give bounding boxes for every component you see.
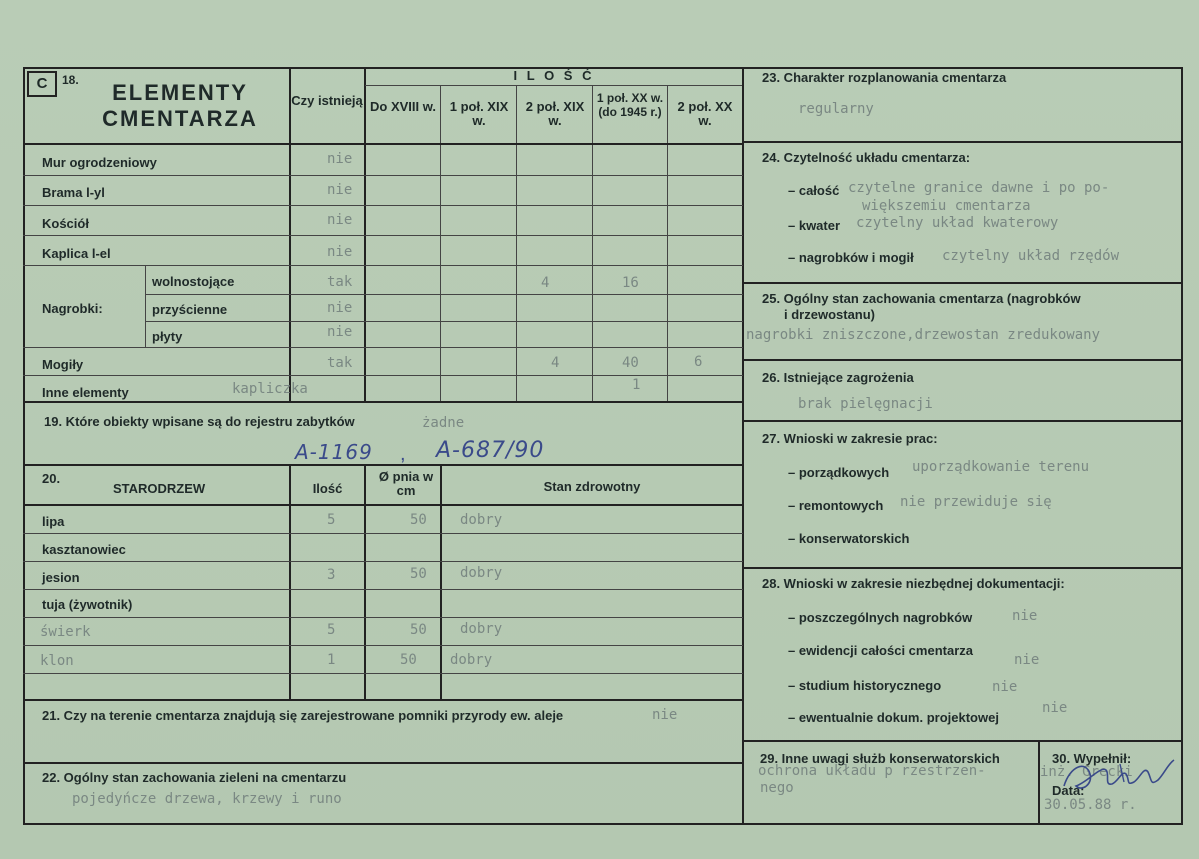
row-graves-c3: 4 [551, 355, 560, 371]
tree-row-count: 5 [327, 622, 336, 638]
q27-cleanup-answer: uporządkowanie terenu [912, 459, 1090, 475]
row-label-chapel: Kaplica l-el [42, 246, 111, 261]
row-exists-freestanding: tak [327, 274, 353, 290]
section-number: 18. [62, 73, 79, 87]
q28-item-label: – ewidencji całości cmentarza [788, 643, 973, 658]
q28-item-label: – studium historycznego [788, 678, 942, 693]
tree-row-state: dobry [460, 621, 503, 637]
row-exists-graves: tak [327, 355, 353, 371]
q24-quarters-answer: czytelny układ kwaterowy [856, 215, 1059, 231]
q27-cleanup-label: – porządkowych [788, 465, 890, 480]
row-label-church: Kościół [42, 216, 89, 231]
row-exists-slabs: nie [327, 324, 353, 340]
header-period-3: 2 poł. XIX w. [525, 99, 585, 128]
section-title: ELEMENTY CMENTARZA [102, 80, 258, 131]
q22-answer: pojedyńcze drzewa, krzewy i runo [72, 791, 342, 807]
tree-row-name: klon [40, 653, 74, 669]
q26-label: 26. Istniejące zagrożenia [762, 370, 914, 385]
q23-label: 23. Charakter rozplanowania cmentarza [762, 70, 1007, 85]
q24-whole-answer-2: większemiu cmentarza [862, 198, 1031, 214]
tree-row-name: kasztanowiec [42, 542, 126, 557]
row-other-note: kapliczka [232, 381, 308, 397]
section-letter-box: C [27, 71, 57, 97]
row-exists-gate: nie [327, 182, 353, 198]
row-other-c4: 1 [632, 377, 641, 393]
row-label-wallmounted: przyścienne [152, 302, 228, 317]
row-exists-wall: nie [327, 151, 353, 167]
q25-label-1: 25. Ogólny stan zachowania cmentarza (nagrobków [762, 291, 1081, 306]
q23-answer: regularny [798, 101, 874, 117]
q28-label: 28. Wnioski w zakresie niezbędnej dokumentacji: [762, 576, 1065, 591]
tree-row-diameter: 50 [410, 512, 427, 528]
q28-item-label: – poszczególnych nagrobków [788, 610, 973, 625]
trees-header-diameter: Ø pnia w cm [378, 469, 434, 498]
q27-label: 27. Wnioski w zakresie prac: [762, 431, 938, 446]
q24-quarters-label: – kwater [788, 218, 841, 233]
tree-row-name: świerk [40, 624, 91, 640]
header-period-5: 2 poł. XX w. [677, 99, 733, 128]
tree-row-state: dobry [460, 512, 503, 528]
q26-answer: brak pielęgnacji [798, 396, 933, 412]
separator-comma: , [400, 443, 406, 465]
q30-date-label: Data: [1052, 783, 1085, 798]
q27-repair-label: – remontowych [788, 498, 884, 513]
q19-label: 19. Które obiekty wpisane są do rejestru zabytków [44, 414, 355, 429]
q29-label: 29. Inne uwagi służb konserwatorskich [760, 751, 1000, 766]
header-period-1: Do XVIII w. [370, 99, 436, 114]
row-graves-c4: 40 [622, 355, 639, 371]
tree-row-diameter: 50 [410, 566, 427, 582]
tree-row-count: 1 [327, 652, 336, 668]
row-exists-church: nie [327, 212, 353, 228]
q30-name: inż. Grecki [1040, 764, 1133, 780]
tree-row-diameter: 50 [400, 652, 417, 668]
q19-typed-answer: żadne [422, 415, 465, 431]
q28-item-answer: nie [992, 679, 1018, 695]
row-freestanding-c4: 16 [622, 275, 639, 291]
q28-item-answer: nie [1014, 652, 1040, 668]
row-exists-chapel: nie [327, 244, 353, 260]
q30-date: 30.05.88 r. [1044, 797, 1137, 813]
q21-answer: nie [652, 707, 678, 723]
q28-item-answer: nie [1012, 608, 1038, 624]
header-quantity: I L O Ś Ć [513, 68, 595, 83]
tree-row-count: 5 [327, 512, 336, 528]
q29-answer-2: nego [760, 780, 794, 796]
q28-item-label: – ewentualnie dokum. projektowej [788, 710, 999, 725]
q24-whole-label: – całość [788, 183, 840, 198]
row-graves-c5: 6 [694, 354, 703, 370]
trees-number: 20. [42, 471, 61, 486]
q30-label: 30. Wypełnił: [1052, 751, 1132, 766]
tree-row-count: 3 [327, 567, 336, 583]
q27-conservation-label: – konserwatorskich [788, 531, 910, 546]
q25-answer: nagrobki zniszczone,drzewostan zredukowany [746, 327, 1101, 343]
row-label-gate: Brama l-yl [42, 185, 105, 200]
trees-header-name: STARODRZEW [113, 481, 206, 496]
q24-label: 24. Czytelność układu cmentarza: [762, 150, 971, 165]
q22-label: 22. Ogólny stan zachowania zieleni na cmentarzu [42, 770, 347, 785]
q24-tombs-label: – nagrobków i mogił [788, 250, 914, 265]
q19-handwritten-2: A-687/90 [436, 438, 545, 463]
trees-header-count: Ilość [312, 481, 343, 496]
row-exists-wallmounted: nie [327, 300, 353, 316]
row-label-slabs: płyty [152, 329, 183, 344]
header-exists: Czy istnieją [291, 93, 363, 108]
tree-row-state: dobry [450, 652, 493, 668]
tree-row-diameter: 50 [410, 622, 427, 638]
signature-image [1060, 752, 1185, 802]
q29-answer-1: ochrona układu p rzestrzen- [758, 763, 986, 779]
q28-item-answer: nie [1042, 700, 1068, 716]
trees-header-state: Stan zdrowotny [543, 479, 641, 494]
header-period-2: 1 poł. XIX w. [449, 99, 509, 128]
tree-row-name: jesion [42, 570, 80, 585]
q19-handwritten-1: A-1169 [295, 440, 373, 464]
tree-row-name: tuja (żywotnik) [42, 597, 133, 612]
tree-row-state: dobry [460, 565, 503, 581]
row-freestanding-c3: 4 [541, 275, 550, 291]
q24-whole-answer-1: czytelne granice dawne i po po- [848, 180, 1110, 196]
row-label-graves: Mogiły [42, 357, 84, 372]
row-label-tombstones: Nagrobki: [42, 301, 103, 316]
row-label-freestanding: wolnostojące [152, 274, 235, 289]
q24-tombs-answer: czytelny układ rzędów [942, 248, 1120, 264]
header-period-4: 1 poł. XX w. (do 1945 r.) [596, 91, 664, 119]
tree-row-name: lipa [42, 514, 65, 529]
q21-label: 21. Czy na terenie cmentarza znajdują się zarejestrowane pomniki przyrody ew. aleje [42, 708, 564, 723]
row-label-wall: Mur ogrodzeniowy [42, 155, 157, 170]
q27-repair-answer: nie przewiduje się [900, 494, 1052, 510]
row-label-other: Inne elementy [42, 385, 129, 400]
q25-label-2: i drzewostanu) [784, 307, 876, 322]
